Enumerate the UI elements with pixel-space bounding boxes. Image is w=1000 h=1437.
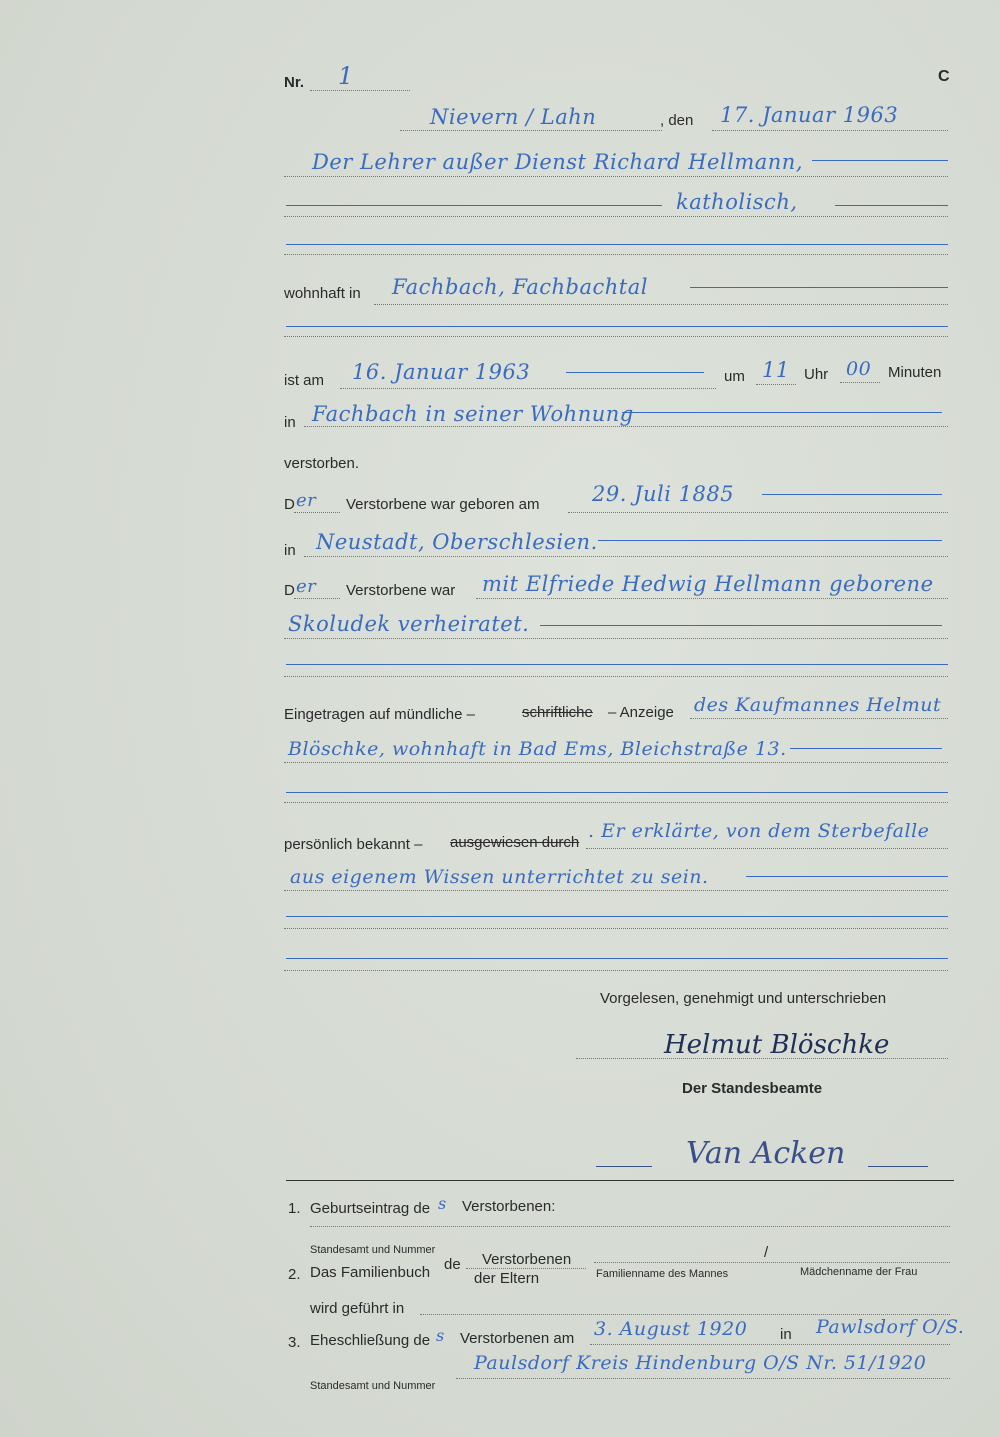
registrar-label: Der Standesbeamte xyxy=(682,1080,823,1097)
birth-prefix: D xyxy=(284,496,295,513)
blank-underline-2 xyxy=(284,336,948,337)
registration-label-b: – Anzeige xyxy=(608,704,674,721)
footer-item3-in: in xyxy=(780,1326,792,1343)
blank-line-4 xyxy=(286,792,948,793)
marriage-prefix-underline xyxy=(294,598,340,599)
nr-value: 1 xyxy=(338,62,354,90)
registration-line2-underline xyxy=(284,762,948,763)
place-underline xyxy=(400,130,662,131)
footer-item3-line2: Paulsdorf Kreis Hindenburg O/S Nr. 51/1920 xyxy=(474,1352,927,1374)
birth-prefix-underline xyxy=(294,512,340,513)
informant-signature-line xyxy=(576,1058,948,1059)
birth-date: 29. Juli 1885 xyxy=(592,482,735,506)
death-place: Fachbach in seiner Wohnung xyxy=(312,402,634,426)
identity-line1: . Er erklärte, von dem Sterbefalle xyxy=(588,820,930,842)
death-date: 16. Januar 1963 xyxy=(352,360,531,384)
hour-underline xyxy=(756,384,796,385)
birth-date-underline xyxy=(568,512,948,513)
maedchenname-label: Mädchenname der Frau xyxy=(800,1266,918,1278)
residence-fill xyxy=(690,287,948,288)
identity-label-a: persönlich bekannt – xyxy=(284,836,423,853)
registrar-sig-dash-left xyxy=(596,1166,652,1167)
blank-underline-5 xyxy=(284,928,948,929)
registration-label-struck: schriftliche xyxy=(522,704,593,721)
ist-am-label: ist am xyxy=(284,372,325,389)
footer-item2-num: 2. xyxy=(288,1266,301,1283)
declarant-fill-line xyxy=(812,160,948,161)
nr-label: Nr. xyxy=(284,74,305,91)
declarant-line: Der Lehrer außer Dienst Richard Hellmann, xyxy=(312,150,803,174)
identity-line1-underline xyxy=(586,848,948,849)
wird-gefuehrt-underline xyxy=(420,1314,950,1315)
blank-underline-6 xyxy=(284,970,948,971)
minutes-underline xyxy=(840,382,880,383)
nr-underline xyxy=(310,90,410,91)
footer-item3-mid: Verstorbenen am xyxy=(460,1330,575,1347)
registration-line2-fill xyxy=(790,748,942,749)
footer-item1-underline xyxy=(310,1226,950,1227)
death-hour: 11 xyxy=(762,358,790,382)
footer-item2-opt-divider xyxy=(466,1268,586,1269)
birth-in-label: in xyxy=(284,542,296,559)
wird-gefuehrt-label: wird geführt in xyxy=(310,1300,405,1317)
minuten-label: Minuten xyxy=(888,364,942,381)
identity-line2-underline xyxy=(284,890,948,891)
death-date-fill xyxy=(566,372,704,373)
read-approved-label: Vorgelesen, genehmigt und unterschrieben xyxy=(600,990,887,1007)
blank-underline-3 xyxy=(284,676,948,677)
birth-place-underline xyxy=(304,556,948,557)
death-minutes: 00 xyxy=(846,358,872,380)
residence-label: wohnhaft in xyxy=(284,285,361,302)
footer-item2-underline xyxy=(594,1262,950,1263)
entry-date: 17. Januar 1963 xyxy=(720,103,899,127)
standesamt-label-2: Standesamt und Nummer xyxy=(310,1380,436,1392)
birth-place: Neustadt, Oberschlesien. xyxy=(316,530,598,554)
footer-item3-label: Eheschließung de xyxy=(310,1332,431,1349)
blank-line-2 xyxy=(286,326,948,327)
marriage-label: Verstorbene war xyxy=(346,582,456,599)
familienname-label: Familienname des Mannes xyxy=(596,1268,729,1280)
footer-item2-label: Das Familienbuch xyxy=(310,1264,431,1281)
death-place-underline xyxy=(304,426,948,427)
footer-separator xyxy=(286,1180,954,1181)
footer-item3-line2-underline xyxy=(456,1378,950,1379)
uhr-label: Uhr xyxy=(804,366,829,383)
informant-signature: Helmut Blöschke xyxy=(664,1030,890,1060)
marriage-line1: mit Elfriede Hedwig Hellmann geborene xyxy=(482,572,934,596)
corner-letter: C xyxy=(938,68,950,85)
marriage-prefix-hw: er xyxy=(296,576,317,597)
blank-line-1 xyxy=(286,244,948,245)
residence-value: Fachbach, Fachbachtal xyxy=(392,275,648,299)
birth-place-fill xyxy=(598,540,942,541)
marriage-line2: Skoludek verheiratet. xyxy=(288,612,530,636)
religion: katholisch, xyxy=(676,190,798,214)
registration-line1: des Kaufmannes Helmut xyxy=(694,694,942,716)
marriage-prefix: D xyxy=(284,582,295,599)
footer-item1-label: Geburtseintrag de xyxy=(310,1200,431,1217)
footer-item2-slash: / xyxy=(764,1244,769,1261)
um-label: um xyxy=(724,368,745,385)
marriage-line2-fill xyxy=(540,625,942,626)
footer-item1-hw: s xyxy=(438,1194,447,1213)
registrar-signature: Van Acken xyxy=(686,1136,846,1171)
death-in-label: in xyxy=(284,414,296,431)
religion-fill-right xyxy=(835,205,948,206)
identity-line2-fill xyxy=(746,876,948,877)
registration-label-a: Eingetragen auf mündliche – xyxy=(284,706,475,723)
registration-line2: Blöschke, wohnhaft in Bad Ems, Bleichstraße 13. xyxy=(288,738,787,760)
blank-underline-1 xyxy=(284,254,948,255)
footer-item2-de: de xyxy=(444,1256,461,1273)
footer-item1-num: 1. xyxy=(288,1200,301,1217)
den-label: , den xyxy=(660,112,694,129)
identity-label-struck: ausgewiesen durch xyxy=(450,834,580,851)
identity-line2: aus eigenem Wissen unterrichtet zu sein. xyxy=(290,866,709,888)
footer-item2-opt1: Verstorbenen xyxy=(482,1251,572,1268)
footer-item1-tail: Verstorbenen: xyxy=(462,1198,556,1215)
blank-line-5 xyxy=(286,916,948,917)
footer-item3-num: 3. xyxy=(288,1334,301,1351)
declarant-underline xyxy=(284,176,948,177)
footer-item3-hw: s xyxy=(436,1326,445,1345)
marriage-line2-underline xyxy=(284,638,948,639)
blank-underline-4 xyxy=(284,802,948,803)
standesamt-label-1: Standesamt und Nummer xyxy=(310,1244,436,1256)
death-place-fill xyxy=(622,412,942,413)
date-underline xyxy=(712,130,948,131)
blank-line-3 xyxy=(286,664,948,665)
religion-fill-left xyxy=(286,205,662,206)
religion-underline xyxy=(284,216,948,217)
blank-line-6 xyxy=(286,958,948,959)
verstorben-label: verstorben. xyxy=(284,455,360,472)
footer-item3-place: Pawlsdorf O/S. xyxy=(816,1316,965,1338)
birth-label: Verstorbene war geboren am xyxy=(346,496,540,513)
footer-item3-date: 3. August 1920 xyxy=(594,1318,748,1340)
registration-line1-underline xyxy=(690,718,948,719)
entry-place: Nievern / Lahn xyxy=(430,105,597,129)
registrar-sig-dash-right xyxy=(868,1166,928,1167)
footer-item2-opt2: der Eltern xyxy=(474,1270,540,1287)
footer-item3-underline xyxy=(590,1344,950,1345)
birth-prefix-hw: er xyxy=(296,490,317,511)
marriage-line1-underline xyxy=(476,598,948,599)
residence-underline xyxy=(374,304,948,305)
birth-date-fill xyxy=(762,494,942,495)
death-date-underline xyxy=(340,388,716,389)
